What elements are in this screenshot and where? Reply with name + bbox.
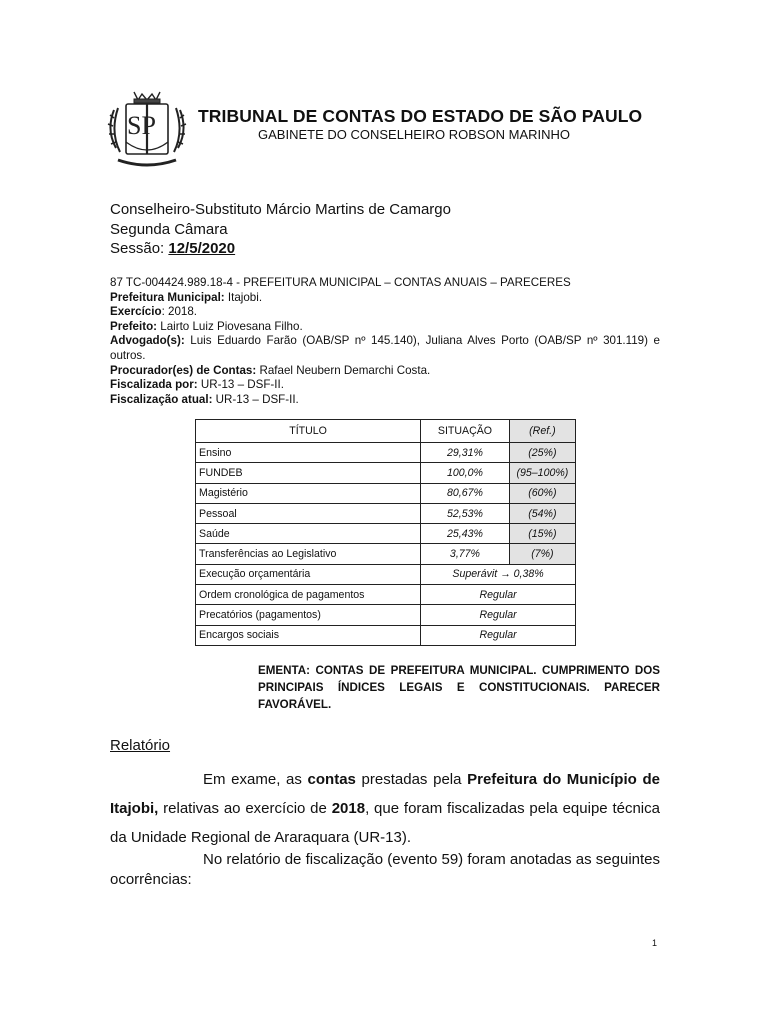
state-coat-of-arms-seal [104, 88, 190, 172]
field-current-audit: Fiscalização atual: UR-13 – DSF-II. [110, 392, 299, 406]
process-line: 87 TC-004424.989.18-4 - PREFEITURA MUNICIPAL – CONTAS ANUAIS – PARECERES [110, 276, 571, 289]
header-titulo: TÍTULO [196, 420, 421, 443]
table-header-row [196, 420, 576, 443]
table-row: Saúde 25,43% (15%) [196, 524, 576, 544]
table-row: Pessoal 52,53% (54%) [196, 503, 576, 523]
table-row: Execução orçamentária Superávit → 0,38% [196, 564, 576, 584]
field-prosecutor: Procurador(es) de Contas: Rafael Neubern Demarchi Costa. [110, 363, 431, 377]
session-line [110, 240, 235, 257]
session-label: Sessão: [110, 240, 169, 257]
field-exercise: Exercício: 2018. [110, 305, 198, 319]
report-heading: Relatório [110, 737, 171, 754]
counselor-name: Conselheiro-Substituto Márcio Martins de Camargo [110, 201, 451, 218]
institution-title: TRIBUNAL DE CONTAS DO ESTADO DE SÃO PAULO [198, 106, 643, 126]
table-row: Precatórios (pagamentos) Regular [196, 605, 576, 625]
header-ref: (Ref.) [509, 420, 575, 443]
chamber-name: Segunda Câmara [110, 221, 228, 238]
table-row: Ordem cronológica de pagamentos Regular [196, 585, 576, 605]
ementa-summary: EMENTA: CONTAS DE PREFEITURA MUNICIPAL. CUMPRIMENTO DOS PRINCIPAIS ÍNDICES LEGAIS E CONSTITUCIONAIS. PARECER FAVORÁVEL. [258, 664, 660, 711]
page-number: 1 [652, 938, 658, 948]
table-row: Ensino 29,31% (25%) [196, 443, 576, 463]
field-lawyers: Advogado(s): Luis Eduardo Farão (OAB/SP nº 145.140), Juliana Alves Porto (OAB/SP nº 301.119) e outros. [110, 334, 660, 362]
seal-text: SP [127, 111, 156, 140]
header-situacao: SITUAÇÃO [421, 420, 510, 443]
table-row: Transferências ao Legislativo 3,77% (7%) [196, 544, 576, 564]
field-municipality: Prefeitura Municipal: Itajobi. [110, 290, 263, 304]
field-mayor: Prefeito: Lairto Luiz Piovesana Filho. [110, 319, 303, 333]
field-audited-by: Fiscalizada por: UR-13 – DSF-II. [110, 378, 284, 392]
table-row: Magistério 80,67% (60%) [196, 483, 576, 503]
session-date: 12/5/2020 [168, 240, 236, 257]
table-row: Encargos sociais Regular [196, 625, 576, 645]
table-row: FUNDEB 100,0% (95–100%) [196, 463, 576, 483]
report-paragraph-2: No relatório de fiscalização (evento 59) foram anotadas as seguintes ocorrências: [110, 851, 660, 888]
indices-table [195, 419, 576, 646]
process-details [110, 276, 660, 407]
report-paragraph-1: Em exame, as contas prestadas pela Prefeitura do Município de Itajobi, relativas ao exercício de 2018, que foram fiscalizadas pela equipe técnica da Unidade Regional de Araraquara (UR-13). [110, 771, 660, 846]
office-subtitle: GABINETE DO CONSELHEIRO ROBSON MARINHO [258, 127, 571, 142]
